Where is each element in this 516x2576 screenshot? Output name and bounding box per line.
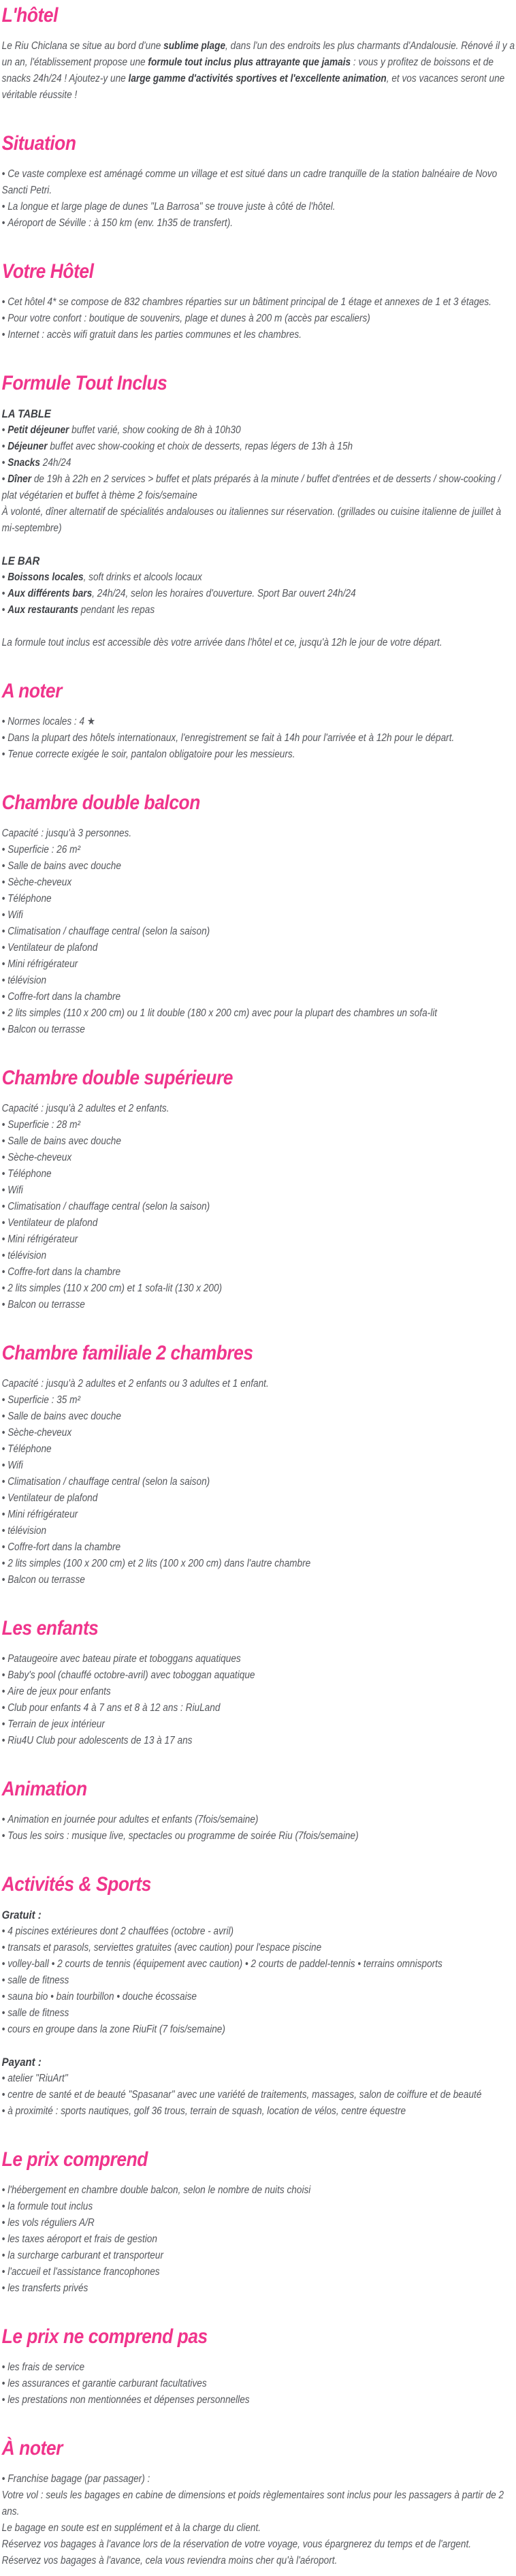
text: 2 lits simples (100 x 200 cm) et 2 lits (100 x 200 cm) dans l'autre chambre [7, 1558, 311, 1569]
list-item [2, 989, 515, 1005]
text: À volonté, dîner alternatif de spécialités andalouses ou italiennes sur réservation. (grillades ou cuisine italienne de juillet à mi-septembre) [1, 506, 502, 534]
section-votre-hotel [2, 260, 515, 343]
text: Wifi [7, 909, 23, 921]
text: télévision [7, 1525, 47, 1537]
list-item [2, 1441, 515, 1458]
text: Climatisation / chauffage central (selon la saison) [7, 1476, 210, 1488]
bullet-list [2, 1923, 515, 2038]
list-item [2, 1166, 515, 1182]
list-item [2, 1940, 515, 1956]
text: 2 lits simples (110 x 200 cm) et 1 sofa-lit (130 x 200) [7, 1283, 223, 1294]
paragraph [2, 2520, 515, 2536]
list-item [2, 2087, 515, 2103]
list-item [2, 858, 515, 875]
list-item [2, 1539, 515, 1556]
list-item [2, 1215, 515, 1231]
text: la surcharge carburant et transporteur [7, 2250, 164, 2261]
text: les taxes aéroport et frais de gestion [7, 2233, 157, 2245]
text: La formule tout inclus est accessible dès votre arrivée dans l'hôtel et ce, jusqu'à 12h le jour de votre départ. [1, 637, 442, 648]
list-item [2, 455, 515, 471]
text: Capacité : jusqu'à 2 adultes et 2 enfants ou 3 adultes et 1 enfant. [1, 1378, 269, 1389]
list-item [2, 1281, 515, 1297]
text: volley-ball • 2 courts de tennis (équipement avec caution) • 2 courts de paddel-tennis • terrains omnisports [7, 1958, 442, 1970]
list-item [2, 311, 515, 327]
list-item [2, 1409, 515, 1425]
bullet-list [2, 842, 515, 1038]
section-activites-sports [2, 1873, 515, 2120]
text: Cet hôtel 4* se compose de 832 chambres réparties sur un bâtiment principal de 1 étage et annexes de 1 et 3 étages. [7, 296, 491, 308]
list-item [2, 1199, 515, 1215]
bullet-list [2, 569, 515, 618]
text: les prestations non mentionnées et dépenses personnelles [7, 2394, 250, 2406]
text: buffet varié, show cooking de 8h à 10h30 [69, 424, 241, 436]
bullet-list [2, 1392, 515, 1588]
bullet-list [2, 714, 515, 763]
text: Mini réfrigérateur [7, 1509, 78, 1520]
bullet-list [2, 1651, 515, 1749]
text: LA TABLE [1, 407, 51, 420]
paragraph [2, 2536, 515, 2553]
text: Réservez vos bagages à l'avance, cela vous reviendra moins cher qu'à l'aéroport. [1, 2555, 338, 2566]
list-item [2, 1572, 515, 1588]
list-item [2, 439, 515, 455]
section-animation [2, 1778, 515, 1844]
text: Salle de bains avec douche [7, 1411, 121, 1422]
section-a-noter-1 [2, 680, 515, 763]
list-item [2, 891, 515, 907]
text: la formule tout inclus [7, 2201, 93, 2212]
list-item [2, 2471, 515, 2487]
list-item [2, 1022, 515, 1038]
list-item [2, 1490, 515, 1507]
text: Gratuit : [1, 1909, 42, 1921]
list-item [2, 1956, 515, 1973]
text: Coffre-fort dans la chambre [7, 991, 121, 1003]
text: Ventilateur de plafond [7, 1492, 98, 1504]
text: Normes locales : 4 ★ [7, 716, 96, 727]
text: Téléphone [7, 1168, 52, 1180]
section-title: Chambre double supérieure [1, 1067, 233, 1089]
list-item [2, 2215, 515, 2231]
list-item [2, 1523, 515, 1539]
text: Climatisation / chauffage central (selon la saison) [7, 1201, 210, 1212]
list-item [2, 1133, 515, 1150]
text: , dans l'un des endroits les plus charmants d'Andalousie. Rénové il y a un an, l'établissement propose une [1, 40, 515, 68]
text: l'accueil et l'assistance francophones [7, 2266, 160, 2278]
text: Pataugeoire avec bateau pirate et toboggans aquatiques [7, 1653, 241, 1665]
section-title: Les enfants [1, 1617, 99, 1639]
text: Aéroport de Séville : à 150 km (env. 1h35 de transfert). [7, 217, 233, 229]
section-title: Chambre familiale 2 chambres [1, 1342, 253, 1364]
bold-text: sublime plage [163, 40, 226, 52]
bold-text: Boissons locales [7, 571, 84, 583]
list-item [2, 2199, 515, 2215]
list-item [2, 422, 515, 439]
text: Ventilateur de plafond [7, 942, 98, 954]
text: à proximité : sports nautiques, golf 36 trous, terrain de squash, location de vélos, centre équestre [7, 2105, 406, 2117]
text: Climatisation / chauffage central (selon la saison) [7, 926, 210, 937]
list-item [2, 875, 515, 891]
text: 4 piscines extérieures dont 2 chauffées (octobre - avril) [7, 1926, 234, 1937]
subheading [2, 553, 515, 569]
list-item [2, 2071, 515, 2087]
text: Internet : accès wifi gratuit dans les parties communes et les chambres. [7, 329, 302, 341]
list-item [2, 294, 515, 311]
list-item [2, 327, 515, 343]
section-title: Votre Hôtel [1, 260, 94, 283]
text: 2 lits simples (110 x 200 cm) ou 1 lit double (180 x 200 cm) avec pour la plupart des chambres un sofa-lit [7, 1007, 438, 1019]
list-item [2, 1392, 515, 1409]
subheading [2, 2054, 515, 2071]
section-le-prix-ne-comprend-pas [2, 2325, 515, 2408]
list-item [2, 973, 515, 989]
text: Aire de jeux pour enfants [7, 1686, 111, 1697]
text: Sèche-cheveux [7, 1427, 72, 1439]
list-item [2, 1005, 515, 1022]
text: , soft drinks et alcools locaux [83, 571, 202, 583]
list-item [2, 1667, 515, 1684]
list-item [2, 2359, 515, 2376]
text: centre de santé et de beauté "Spasanar" avec une variété de traitements, massages, salon de coiffure et de beauté [7, 2089, 482, 2101]
list-item [2, 940, 515, 956]
section-formule-tout-inclus [2, 372, 515, 651]
text: Franchise bagage (par passager) : [7, 2473, 150, 2485]
text: Réservez vos bagages à l'avance lors de la réservation de votre voyage, vous épargnerez du temps et de l'argent. [1, 2539, 472, 2550]
list-item [2, 602, 515, 618]
section-title: Chambre double balcon [1, 791, 200, 814]
list-item [2, 2005, 515, 2022]
section-hotel [2, 4, 515, 104]
text: Balcon ou terrasse [7, 1299, 85, 1310]
list-item [2, 2182, 515, 2199]
bold-text: large gamme d'activités sportives et l'excellente animation [128, 73, 387, 84]
list-item [2, 1264, 515, 1281]
bold-text: Dîner [7, 473, 32, 485]
list-item [2, 2376, 515, 2392]
bullet-list [2, 1117, 515, 1313]
text: 24h/24 [39, 457, 71, 469]
paragraph [2, 504, 515, 537]
text: Le bagage en soute est en supplément et à la charge du client. [1, 2522, 261, 2534]
list-item [2, 1231, 515, 1248]
section-title: Activités & Sports [1, 1873, 151, 1896]
list-item [2, 2392, 515, 2408]
section-title: Animation [1, 1778, 87, 1800]
text: les assurances et garantie carburant facultatives [7, 2378, 207, 2389]
bullet-list [2, 166, 515, 232]
section-chambre-familiale [2, 1342, 515, 1588]
section-title: Situation [1, 132, 76, 155]
text: sauna bio • bain tourbillon • douche écossaise [7, 1991, 197, 2002]
bullet-list [2, 1812, 515, 1844]
list-item [2, 1828, 515, 1844]
text: télévision [7, 1250, 47, 1261]
list-item [2, 166, 515, 199]
list-item [2, 471, 515, 504]
bullet-list [2, 2182, 515, 2297]
paragraph [2, 635, 515, 651]
bullet-list [2, 2359, 515, 2408]
text: Baby's pool (chauffé octobre-avril) avec toboggan aquatique [7, 1669, 255, 1681]
list-item [2, 586, 515, 602]
list-item [2, 1297, 515, 1313]
text: Balcon ou terrasse [7, 1024, 85, 1035]
text: Superficie : 28 m² [7, 1119, 81, 1131]
text: les transferts privés [7, 2282, 88, 2294]
paragraph [2, 826, 515, 842]
bullet-list [2, 422, 515, 504]
text: transats et parasols, serviettes gratuites (avec caution) pour l'espace piscine [7, 1942, 322, 1953]
list-item [2, 924, 515, 940]
list-item [2, 714, 515, 730]
list-item [2, 1716, 515, 1733]
bullet-list [2, 2071, 515, 2120]
list-item [2, 1700, 515, 1716]
text: Téléphone [7, 1443, 52, 1455]
list-item [2, 2280, 515, 2297]
text: La longue et large plage de dunes "La Barrosa" se trouve juste à côté de l'hôtel. [7, 201, 336, 213]
text: Payant : [1, 2056, 42, 2069]
text: Wifi [7, 1460, 23, 1471]
list-item [2, 2248, 515, 2264]
text: Capacité : jusqu'à 2 adultes et 2 enfants. [1, 1103, 170, 1114]
list-item [2, 2103, 515, 2120]
section-le-prix-comprend [2, 2148, 515, 2297]
paragraph [2, 1376, 515, 1392]
section-situation [2, 132, 515, 232]
list-item [2, 1117, 515, 1133]
list-item [2, 1150, 515, 1166]
list-item [2, 1425, 515, 1441]
text: cours en groupe dans la zone RiuFit (7 fois/semaine) [7, 2024, 225, 2035]
section-title: Formule Tout Inclus [1, 372, 167, 394]
text: Mini réfrigérateur [7, 1234, 78, 1245]
text: Superficie : 35 m² [7, 1394, 81, 1406]
list-item [2, 199, 515, 215]
section-a-noter-2 [2, 2437, 515, 2569]
list-item [2, 730, 515, 747]
list-item [2, 956, 515, 973]
list-item [2, 569, 515, 586]
section-chambre-double-superieure [2, 1067, 515, 1313]
bold-text: Déjeuner [7, 441, 48, 452]
bullet-list [2, 294, 515, 343]
text: les vols réguliers A/R [7, 2217, 95, 2229]
text: Tous les soirs : musique live, spectacles ou programme de soirée Riu (7fois/semaine) [7, 1830, 359, 1842]
text: Dans la plupart des hôtels internationaux, l'enregistrement se fait à 14h pour l'arrivée et à 12h pour le départ. [7, 732, 455, 744]
section-title: Le prix ne comprend pas [1, 2325, 208, 2348]
list-item [2, 215, 515, 232]
text: télévision [7, 975, 47, 986]
text: Téléphone [7, 893, 52, 905]
list-item [2, 1248, 515, 1264]
list-item [2, 1684, 515, 1700]
list-item [2, 1733, 515, 1749]
text: Sèche-cheveux [7, 1152, 72, 1163]
text: LE BAR [1, 554, 40, 567]
text: buffet avec show-cooking et choix de desserts, repas légers de 13h à 15h [47, 441, 353, 452]
text: Salle de bains avec douche [7, 1135, 121, 1147]
text: Superficie : 26 m² [7, 844, 81, 855]
text: Sèche-cheveux [7, 877, 72, 888]
text: pendant les repas [78, 604, 155, 616]
text: Terrain de jeux intérieur [7, 1718, 105, 1730]
paragraph [2, 2553, 515, 2569]
list-item [2, 907, 515, 924]
text: Salle de bains avec douche [7, 860, 121, 872]
list-item [2, 1507, 515, 1523]
text: Riu4U Club pour adolescents de 13 à 17 ans [7, 1735, 193, 1746]
bold-text: Snacks [7, 457, 40, 469]
text: Animation en journée pour adultes et enfants (7fois/semaine) [7, 1814, 259, 1825]
text: atelier "RiuArt" [7, 2073, 68, 2084]
text: , 24h/24, selon les horaires d'ouverture. Sport Bar ouvert 24h/24 [92, 588, 356, 599]
text: Tenue correcte exigée le soir, pantalon obligatoire pour les messieurs. [7, 749, 295, 760]
text: Ce vaste complexe est aménagé comme un village et est situé dans un cadre tranquille de la station balnéaire de Novo Sancti Petri. [1, 168, 498, 196]
section-chambre-double-balcon [2, 791, 515, 1038]
text: Balcon ou terrasse [7, 1574, 85, 1586]
subheading [2, 1907, 515, 1923]
list-item [2, 1651, 515, 1667]
section-title: À noter [1, 2437, 63, 2460]
paragraph [2, 38, 515, 104]
list-item [2, 1556, 515, 1572]
section-title: Le prix comprend [1, 2148, 148, 2171]
list-item [2, 1182, 515, 1199]
paragraph [2, 2487, 515, 2520]
list-item [2, 747, 515, 763]
text: les frais de service [7, 2361, 85, 2373]
list-item [2, 2022, 515, 2038]
text: Coffre-fort dans la chambre [7, 1541, 121, 1553]
list-item [2, 842, 515, 858]
text: de 19h à 22h en 2 services > buffet et plats préparés à la minute / buffet d'entrées et de desserts / show-cooking / plat végétarien et buffet à thème 2 fois/semaine [1, 473, 501, 501]
list-item [2, 1989, 515, 2005]
bold-text: formule tout inclus plus attrayante que jamais [148, 57, 351, 68]
text: Capacité : jusqu'à 3 personnes. [1, 828, 132, 839]
text: Le Riu Chiclana se situe au bord d'une [1, 40, 164, 52]
text: Club pour enfants 4 à 7 ans et 8 à 12 ans : RiuLand [7, 1702, 221, 1714]
subheading [2, 406, 515, 422]
paragraph [2, 1101, 515, 1117]
text: Wifi [7, 1184, 23, 1196]
section-les-enfants [2, 1617, 515, 1749]
text: Pour votre confort : boutique de souvenirs, plage et dunes à 200 m (accès par escaliers) [7, 313, 370, 324]
list-item [2, 1973, 515, 1989]
bold-text: Aux restaurants [7, 604, 78, 616]
text: Coffre-fort dans la chambre [7, 1266, 121, 1278]
list-item [2, 1812, 515, 1828]
text: l'hébergement en chambre double balcon, selon le nombre de nuits choisi [7, 2184, 311, 2196]
text: , et vos vacances seront une véritable réussite ! [1, 73, 505, 101]
bold-text: Aux différents bars [7, 588, 93, 599]
text: Mini réfrigérateur [7, 958, 78, 970]
text: salle de fitness [7, 2007, 69, 2019]
list-item [2, 2231, 515, 2248]
bullet-list [2, 2471, 515, 2487]
text: Ventilateur de plafond [7, 1217, 98, 1229]
section-title: A noter [1, 680, 62, 702]
list-item [2, 1458, 515, 1474]
text: : vous y profitez de boissons et de snacks 24h/24 ! Ajoutez-y une [1, 57, 494, 84]
text: salle de fitness [7, 1975, 69, 1986]
list-item [2, 2264, 515, 2280]
list-item [2, 1923, 515, 1940]
section-title: L'hôtel [1, 4, 58, 27]
text: Votre vol : seuls les bagages en cabine de dimensions et poids règlementaires sont inclus pour les passagers à partir de 2 ans. [1, 2489, 504, 2517]
list-item [2, 1474, 515, 1490]
bold-text: Petit déjeuner [7, 424, 69, 436]
